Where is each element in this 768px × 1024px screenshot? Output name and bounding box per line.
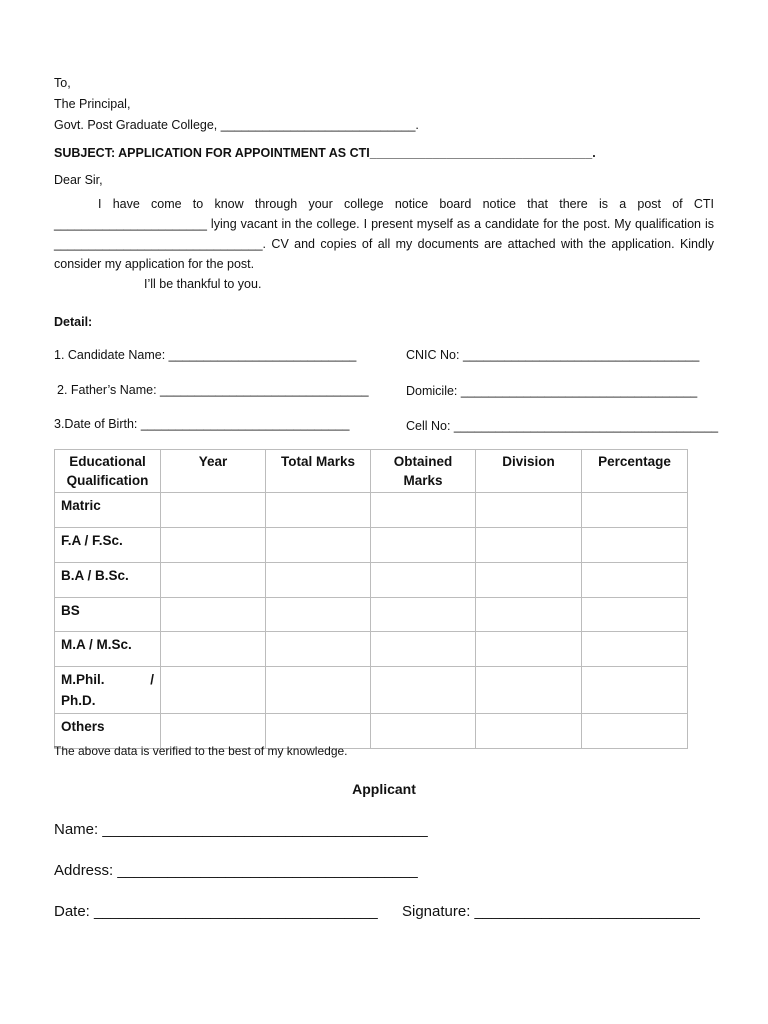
dob-field[interactable]: 3.Date of Birth: ______________________________ xyxy=(54,417,350,431)
cell-field[interactable]: Cell No: ______________________________________ xyxy=(406,419,719,433)
table-cell[interactable] xyxy=(371,598,476,632)
table-cell[interactable] xyxy=(266,528,371,563)
table-cell[interactable] xyxy=(476,667,582,714)
table-header-row xyxy=(55,450,688,493)
table-cell[interactable] xyxy=(476,598,582,632)
table-cell[interactable] xyxy=(266,598,371,632)
row-label-others: Others xyxy=(55,714,161,749)
table-row xyxy=(55,563,688,598)
table-row xyxy=(55,632,688,667)
verification-text: The above data is verified to the best of my knowledge. xyxy=(54,744,348,758)
candidate-name-field[interactable]: 1. Candidate Name: ___________________________ xyxy=(54,348,357,362)
table-cell[interactable] xyxy=(582,493,688,528)
applicant-date-field[interactable]: Date: __________________________________ xyxy=(54,903,378,920)
table-cell[interactable] xyxy=(371,563,476,598)
detail-heading: Detail: xyxy=(54,315,93,329)
applicant-name-field[interactable]: Name: _______________________________________ xyxy=(54,821,428,838)
header-year: Year xyxy=(161,450,266,493)
education-table xyxy=(54,449,688,749)
table-row xyxy=(55,493,688,528)
header-percentage: Percentage xyxy=(582,450,688,493)
phd-label: Ph.D. xyxy=(61,693,96,708)
cnic-field[interactable]: CNIC No: __________________________________ xyxy=(406,348,700,362)
row-label-fa: F.A / F.Sc. xyxy=(55,528,161,563)
subject-line: SUBJECT: APPLICATION FOR APPOINTMENT AS CTI________________________________. xyxy=(54,146,596,160)
table-cell[interactable] xyxy=(582,667,688,714)
addressee-college: Govt. Post Graduate College, ____________________________. xyxy=(54,118,419,132)
table-cell[interactable] xyxy=(582,632,688,667)
table-cell[interactable] xyxy=(476,528,582,563)
row-label-mphil xyxy=(55,667,161,714)
table-cell[interactable] xyxy=(371,667,476,714)
row-label-matric: Matric xyxy=(55,493,161,528)
table-cell[interactable] xyxy=(371,632,476,667)
addressee-principal: The Principal, xyxy=(54,97,131,111)
table-cell[interactable] xyxy=(582,563,688,598)
row-label-ba: B.A / B.Sc. xyxy=(55,563,161,598)
domicile-field[interactable]: Domicile: __________________________________ xyxy=(406,384,698,398)
mphil-slash: / xyxy=(150,672,154,687)
table-cell[interactable] xyxy=(266,632,371,667)
table-cell[interactable] xyxy=(476,563,582,598)
table-cell[interactable] xyxy=(161,563,266,598)
table-row xyxy=(55,667,688,714)
mphil-label: M.Phil. xyxy=(61,672,105,687)
table-cell[interactable] xyxy=(582,598,688,632)
table-cell[interactable] xyxy=(371,528,476,563)
father-name-field[interactable]: 2. Father’s Name: ______________________________ xyxy=(57,383,369,397)
table-row xyxy=(55,528,688,563)
body-text: I have come to know through your college notice board notice that there is a post of CTI ______________________ lying vacant in the college. I present myself as a candidate for the post. My qualification is ______________________________. CV and copies of all my documents are attached with the application. Kindly consider my application for the post. xyxy=(54,197,714,271)
header-obtained-marks: Obtained Marks xyxy=(371,450,476,493)
table-cell[interactable] xyxy=(266,493,371,528)
table-cell[interactable] xyxy=(161,493,266,528)
header-total-marks: Total Marks xyxy=(266,450,371,493)
table-cell[interactable] xyxy=(161,632,266,667)
table-cell[interactable] xyxy=(161,667,266,714)
body-paragraph xyxy=(54,194,714,274)
table-cell[interactable] xyxy=(371,714,476,749)
salutation: Dear Sir, xyxy=(54,173,103,187)
table-cell[interactable] xyxy=(476,714,582,749)
table-cell[interactable] xyxy=(582,528,688,563)
thanks-line: I’ll be thankful to you. xyxy=(144,277,262,291)
table-cell[interactable] xyxy=(161,598,266,632)
row-label-ma: M.A / M.Sc. xyxy=(55,632,161,667)
table-cell[interactable] xyxy=(582,714,688,749)
applicant-address-field[interactable]: Address: ____________________________________ xyxy=(54,862,418,879)
addressee-to: To, xyxy=(54,76,71,90)
applicant-signature-field[interactable]: Signature: ___________________________ xyxy=(402,903,700,920)
table-cell[interactable] xyxy=(161,528,266,563)
header-division: Division xyxy=(476,450,582,493)
table-cell[interactable] xyxy=(476,632,582,667)
table-row xyxy=(55,598,688,632)
table-cell[interactable] xyxy=(266,667,371,714)
table-cell[interactable] xyxy=(371,493,476,528)
row-label-bs: BS xyxy=(55,598,161,632)
applicant-heading: Applicant xyxy=(352,781,416,797)
table-cell[interactable] xyxy=(266,563,371,598)
header-qualification: Educational Qualification xyxy=(55,450,161,493)
table-cell[interactable] xyxy=(476,493,582,528)
